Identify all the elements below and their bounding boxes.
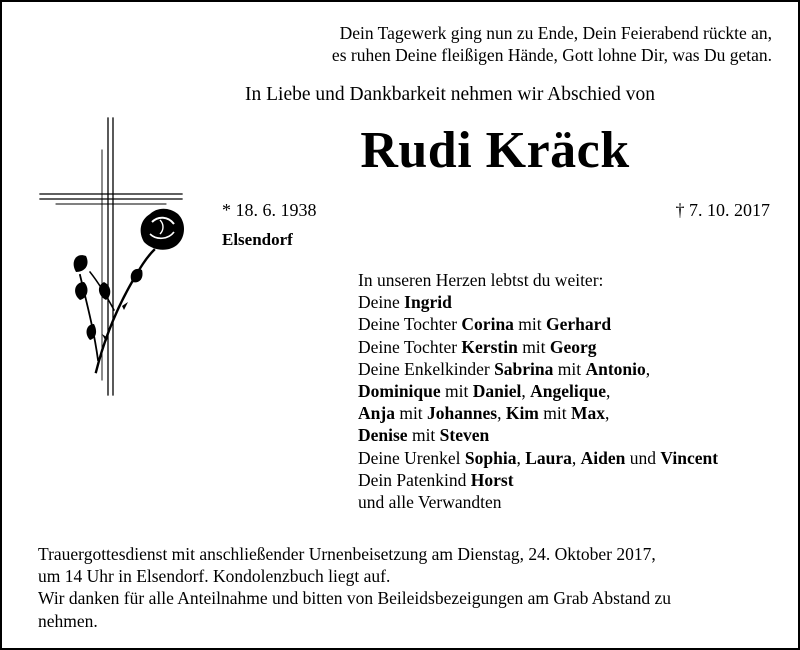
birth-date: * 18. 6. 1938	[222, 200, 317, 220]
family-line: Deine Tochter Corina mit Gerhard	[358, 314, 612, 335]
family-line: Deine Tochter Kerstin mit Georg	[358, 336, 597, 357]
family-line: Deine Urenkel Sophia, Laura, Aiden und Vincent	[358, 447, 719, 468]
cross-with-rose-icon	[36, 110, 186, 410]
service-line: um 14 Uhr in Elsendorf. Kondolenzbuch liegt auf.	[38, 566, 391, 587]
service-line: Trauergottesdienst mit anschließender Urnenbeisetzung am Dienstag, 24. Oktober 2017,	[38, 544, 656, 564]
poem-line: Dein Tagewerk ging nun zu Ende, Dein Feierabend rückte an,	[339, 23, 772, 43]
poem-line: es ruhen Deine fleißigen Hände, Gott lohne Dir, was Du getan.	[331, 45, 772, 65]
family-line: Anja mit Johannes, Kim mit Max,	[358, 403, 610, 424]
hometown: Elsendorf	[222, 230, 293, 249]
family-line: Deine Ingrid	[358, 292, 452, 313]
service-line: Wir danken für alle Anteilnahme und bitten von Beileidsbezeigungen am Grab Abstand zu	[38, 588, 672, 609]
family-line: Dominique mit Daniel, Angelique,	[358, 381, 611, 402]
death-date: † 7. 10. 2017	[675, 200, 770, 220]
family-line: Dein Patenkind Horst	[358, 469, 514, 490]
poem	[2, 22, 772, 66]
family-line: und alle Verwandten	[358, 492, 502, 513]
deceased-name: Rudi Kräck	[360, 122, 630, 179]
family-line: Deine Enkelkinder Sabrina mit Antonio,	[358, 358, 651, 379]
family-line: Denise mit Steven	[358, 425, 490, 446]
service-info	[38, 543, 778, 632]
service-line: nehmen.	[38, 610, 98, 631]
intro-text: In Liebe und Dankbarkeit nehmen wir Abschied von	[245, 84, 655, 105]
family-line: In unseren Herzen lebtst du weiter:	[358, 270, 604, 290]
family-list	[358, 269, 718, 513]
